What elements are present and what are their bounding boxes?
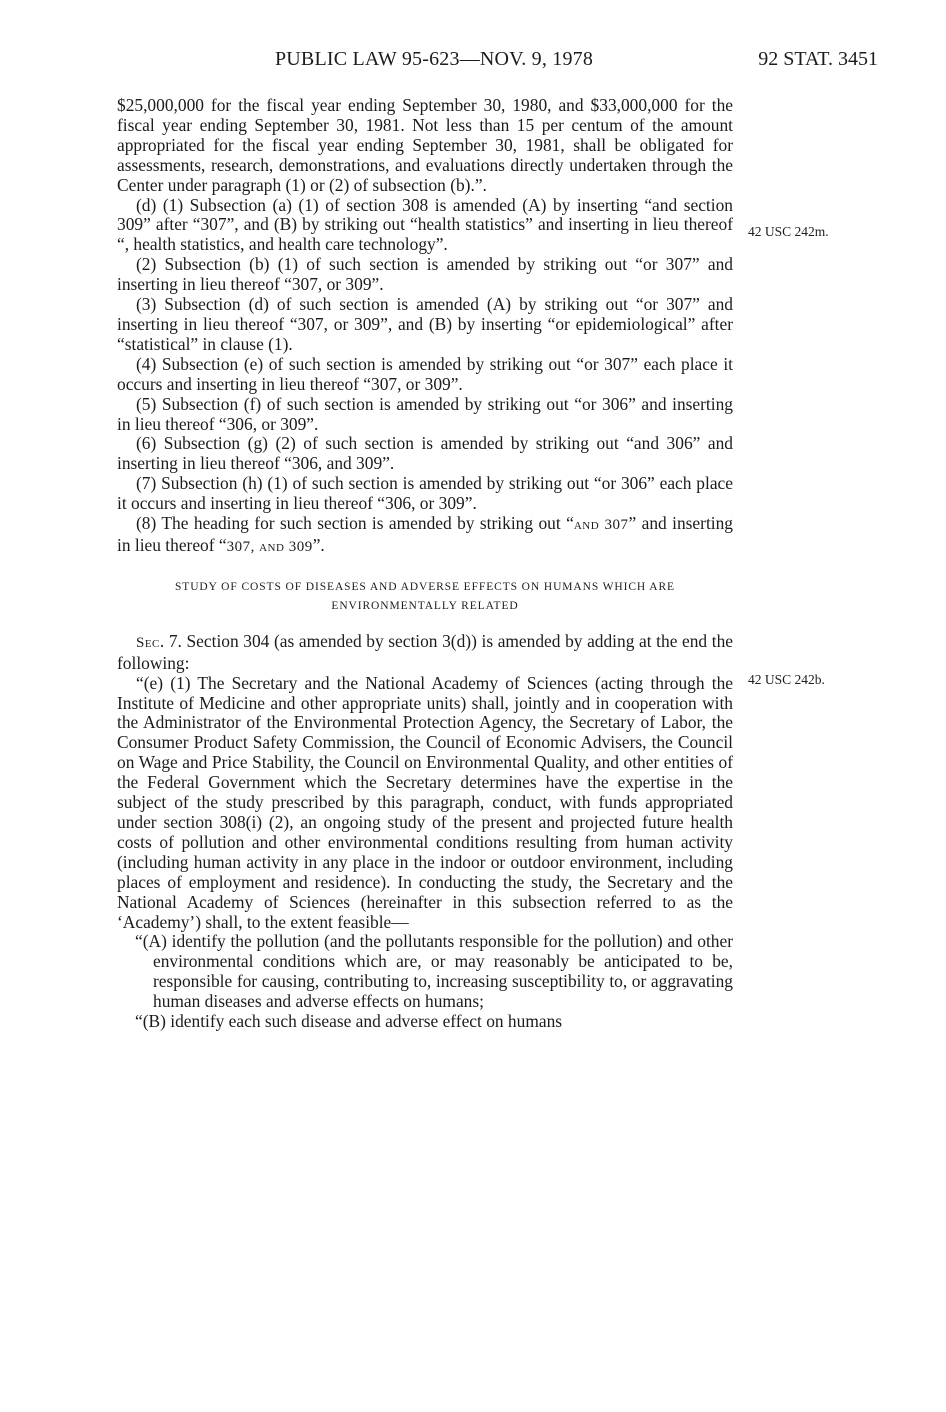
page-header-title: PUBLIC LAW 95-623—NOV. 9, 1978 xyxy=(274,48,594,70)
paragraph-d3: (3) Subsection (d) of such section is amended (A) by striking out “or 307” and inserting in lieu thereof “307, or 309”, and (B) by inserting “or epidemiological” after “statistical” in clause (1). xyxy=(117,294,733,354)
paragraph-d5: (5) Subsection (f) of such section is amended by striking out “or 306” and inserting in lieu thereof “306, or 309”. xyxy=(117,393,733,434)
paragraph-d8 xyxy=(117,514,733,558)
paragraph-d7: (7) Subsection (h) (1) of such section is amended by striking out “or 306” each place it occurs and inserting in lieu thereof “306, or 309”. xyxy=(117,473,733,514)
margin-citation-242b: 42 USC 242b. xyxy=(748,672,825,687)
paragraph-d1: (d) (1) Subsection (a) (1) of section 308 is amended (A) by inserting “and section 309” after “307”, and (B) by striking out “health statistics” and inserting in lieu thereof “, health statistics, and health care technology”. xyxy=(117,194,733,255)
d8-smallcaps-old: and 307 xyxy=(573,517,629,534)
paragraph-continuation: $25,000,000 for the fiscal year ending September 30, 1980, and $33,000,000 for the fiscal year ending September 30, 1981. Not less than 15 per centum of the amount appropriated for the fiscal year ending September 30, 1981, shall be obligated for assessments, research, demonstrations, and evaluations directly undertaken through the Center under paragraph (1) or (2) of subsection (b).”. xyxy=(117,95,733,195)
sec7-label: Sec xyxy=(136,634,160,651)
section-heading: STUDY OF COSTS OF DISEASES AND ADVERSE EFFECTS ON HUMANS WHICH ARE ENVIRONMENTALLY RELATED xyxy=(175,580,675,612)
d8-smallcaps-new: 307, and 309 xyxy=(226,538,313,555)
page-header-stat: 92 STAT. 3451 xyxy=(758,48,878,70)
sec7-text: . 7. Section 304 (as amended by section 3(d)) is amended by adding at the end the following: xyxy=(117,630,733,673)
body-text-column xyxy=(117,96,733,1032)
paragraph-d4: (4) Subsection (e) of such section is amended by striking out “or 307” each place it occurs and inserting in lieu thereof “307, or 309”. xyxy=(117,353,733,394)
d8-text-post: ”. xyxy=(312,534,325,555)
paragraph-e1: “(e) (1) The Secretary and the National Academy of Sciences (acting through the Institute of Medicine and other appropriate units) shall, jointly and in cooperation with the Administrator of the Environmental Protection Agency, the Secretary of Labor, the Consumer Product Safety Commission, the Council of Economic Advisers, the Council on Wage and Price Stability, the Council on Environmental Quality, and other entities of the Federal Government which the Secretary determines have the expertise in the subject of the study prescribed by this paragraph, conduct, with funds appropriated under section 308(i) (2), an ongoing study of the present and projected future health costs of pollution and other environmental conditions resulting from human activity (including human activity in any place in the indoor or outdoor environment, including places of employment and residence). In conducting the study, the Secretary and the National Academy of Sciences (hereinafter in this subsection referred to as the ‘Academy’) shall, to the extent feasible— xyxy=(117,672,733,932)
margin-citation-242m: 42 USC 242m. xyxy=(748,224,829,239)
paragraph-d6: (6) Subsection (g) (2) of such section is amended by striking out “and 306” and inserting in lieu thereof “306, and 309”. xyxy=(117,433,733,474)
paragraph-sec7 xyxy=(117,632,733,674)
d8-text-mid: ” and inserting in lieu thereof “ xyxy=(117,513,733,555)
d8-text-pre: (8) The heading for such section is amended by striking out “ xyxy=(136,513,574,534)
paragraph-eB: “(B) identify each such disease and adverse effect on humans xyxy=(135,1011,563,1032)
paragraph-d2: (2) Subsection (b) (1) of such section is amended by striking out “or 307” and inserting in lieu thereof “307, or 309”. xyxy=(117,254,733,295)
paragraph-eA: “(A) identify the pollution (and the pollutants responsible for the pollution) and other environmental conditions which are, or may reasonably be anticipated to be, responsible for causing, contributing to, increasing susceptibility to, or aggravating human diseases and adverse effects on humans; xyxy=(135,931,733,1012)
